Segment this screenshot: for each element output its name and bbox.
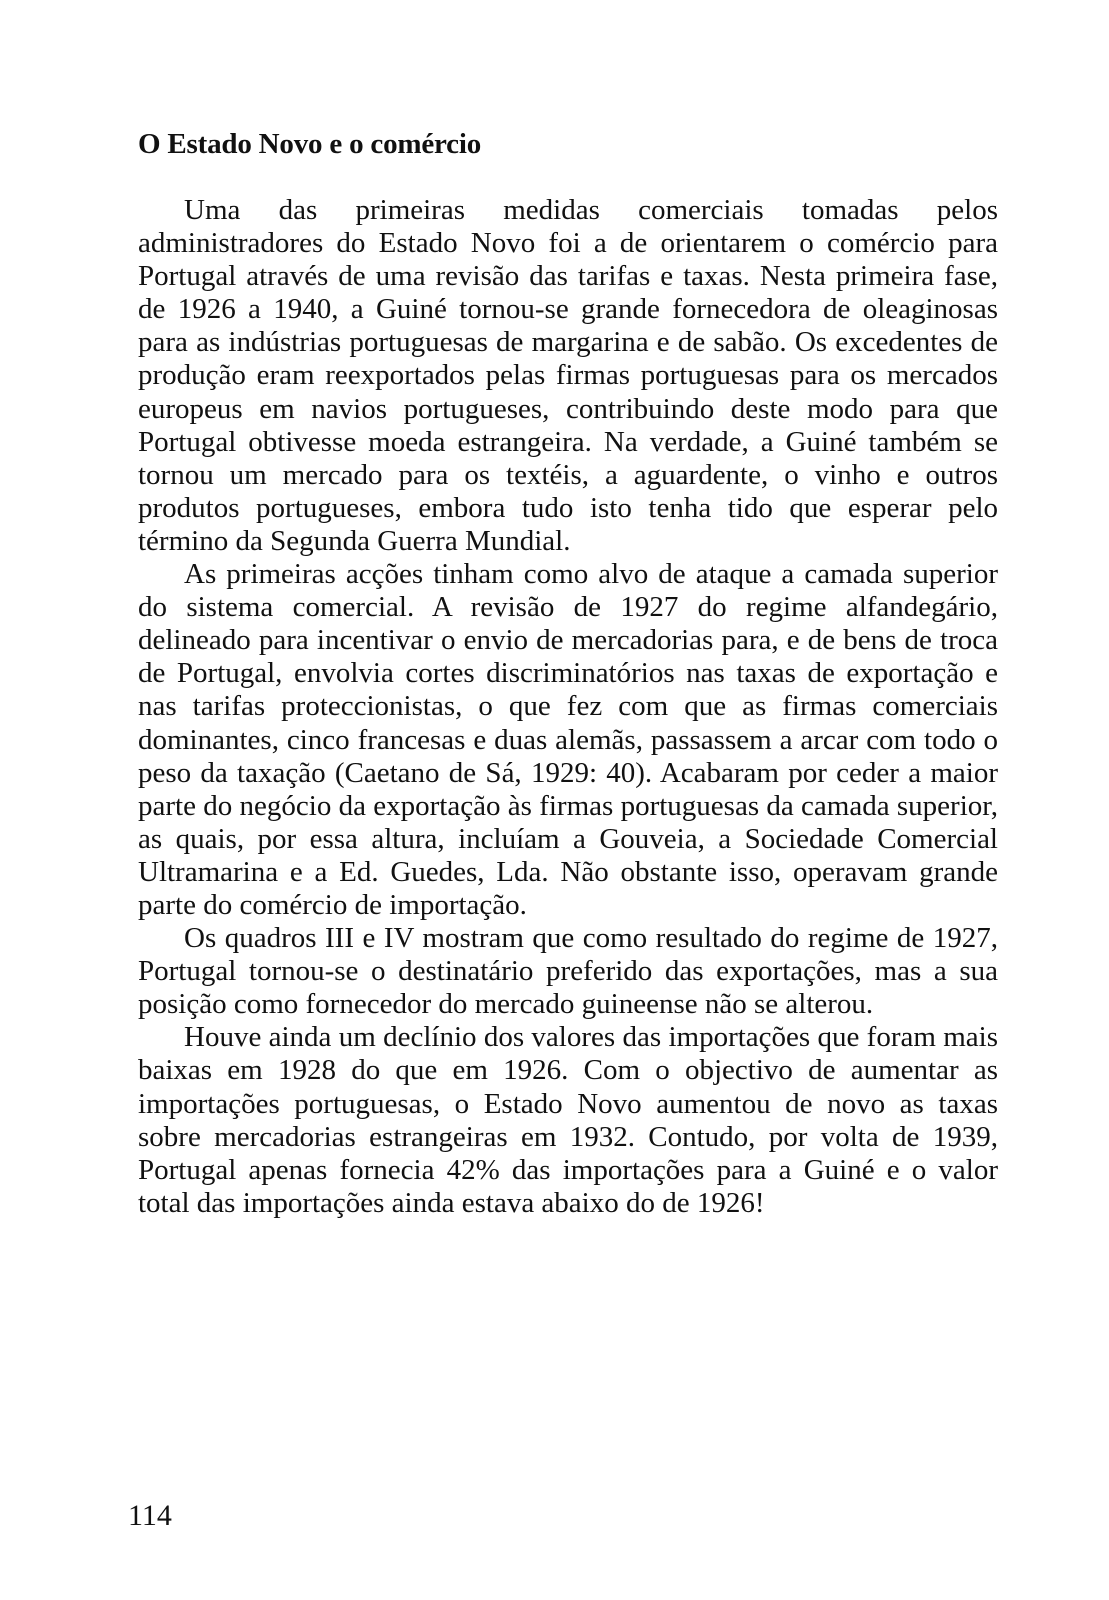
section-heading: O Estado Novo e o comércio [138, 128, 482, 160]
paragraph-3: Os quadros III e IV mostram que como resultado do regime de 1927, Portugal tornou-se o destinatário preferido das exportações, mas a sua posição como fornecedor do mercado guineense não se alterou. [138, 922, 998, 1021]
page-number: 114 [128, 1499, 172, 1532]
paragraph-4: Houve ainda um declínio dos valores das importações que foram mais baixas em 1928 do que em 1926. Com o objectivo de aumentar as importações portuguesas, o Estado Novo aumentou de novo as taxas sobre mercadorias estrangeiras em 1932. Contudo, por volta de 1939, Portugal apenas fornecia 42% das importações para a Guiné e o valor total das importações ainda estava abaixo do de 1926! [138, 1021, 998, 1219]
paragraph-1: Uma das primeiras medidas comerciais tomadas pelos administradores do Estado Novo foi a de orientarem o comércio para Portugal através de uma revisão das tarifas e taxas. Nesta primeira fase, de 1926 a 1940, a Guiné tornou-se grande fornecedora de oleaginosas para as indústrias portuguesas de margarina e de sabão. Os excedentes de produção eram reexportados pelas firmas portuguesas para os mercados europeus em navios portugueses, contribuindo deste modo para que Portugal obtivesse moeda estrangeira. Na verdade, a Guiné também se tornou um mercado para os textéis, a aguardente, o vinho e outros produtos portugueses, embora tudo isto tenha tido que esperar pelo término da Segunda Guerra Mundial. [138, 194, 998, 557]
body-text [138, 194, 998, 1220]
paragraph-2: As primeiras acções tinham como alvo de ataque a camada superior do sistema comercial. A revisão de 1927 do regime alfandegário, delineado para incentivar o envio de mercadorias para, e de bens de troca de Portugal, envolvia cortes discriminatórios nas taxas de exportação e nas tarifas proteccionistas, o que fez com que as firmas comerciais dominantes, cinco francesas e duas alemãs, passassem a arcar com todo o peso da taxação (Caetano de Sá, 1929: 40). Acabaram por ceder a maior parte do negócio da exportação às firmas portuguesas da camada superior, as quais, por essa altura, incluíam a Gouveia, a Sociedade Comercial Ultramarina e a Ed. Guedes, Lda. Não obstante isso, operavam grande parte do comércio de importação. [138, 558, 998, 921]
